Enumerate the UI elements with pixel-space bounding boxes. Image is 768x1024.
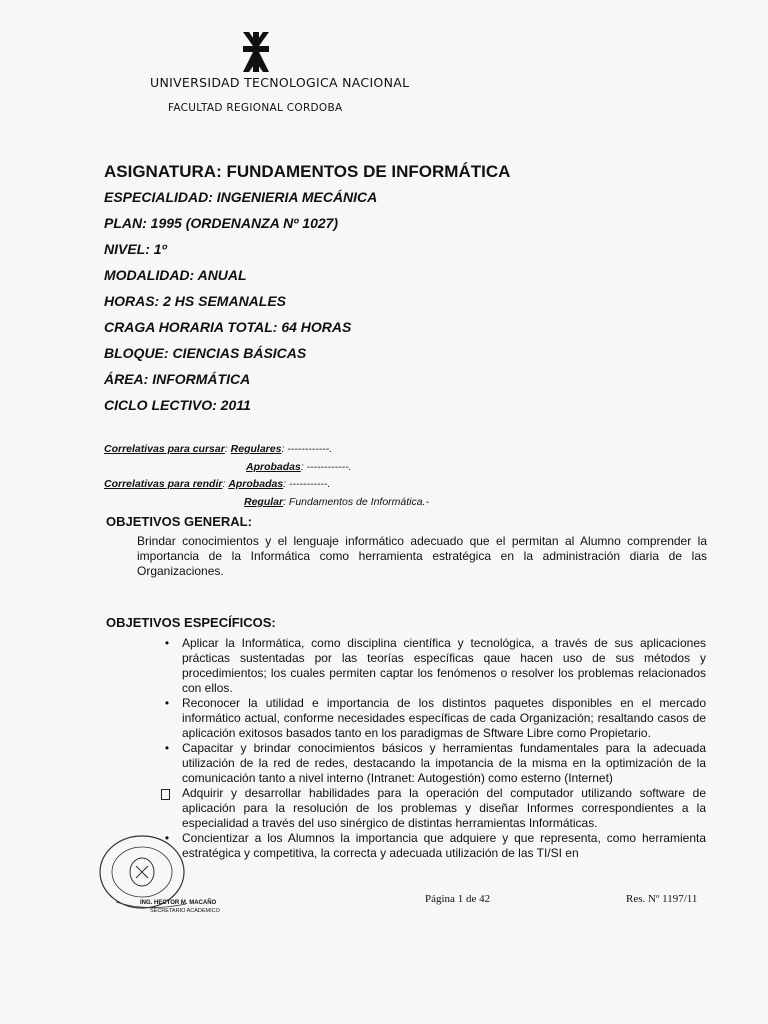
field-modalidad: MODALIDAD: ANUAL <box>104 267 247 283</box>
regulares-value: : ------------. <box>281 443 333 455</box>
page-title: ASIGNATURA: FUNDAMENTOS DE INFORMÁTICA <box>104 162 511 181</box>
rendir-aprobadas-label: Aprobadas <box>228 478 284 490</box>
list-item-text: Capacitar y brindar conocimientos básicos y herramientas fundamentales para la adecuada utilización de la red de redes, destacando la impotancia de la misma en la optimización de la comunicación tanto a nivel interno (Intranet: Autogestión) como esterno (Internet) <box>182 741 706 785</box>
signature-name: ING. HECTOR M. MACAÑO <box>140 900 217 906</box>
list-item-text: Adquirir y desarrollar habilidades para la operación del computador utilizando software de aplicación para la resolución de los problemas y diseñar Informes correspondientes a la especialidad a través del uso sinérgico de distintas herramientas Informáticas. <box>182 786 706 830</box>
correlativas-regular <box>244 496 429 508</box>
page-number: Página 1 de 42 <box>425 893 491 905</box>
list-item <box>158 831 706 861</box>
university-name: UNIVERSIDAD TECNOLOGICA NACIONAL <box>150 75 410 90</box>
correlativas-cursar: Correlativas para cursar: Regulares: ------------. <box>104 443 333 455</box>
list-item <box>158 786 706 831</box>
aprobadas-label: Aprobadas <box>246 461 301 473</box>
field-especialidad: ESPECIALIDAD: INGENIERIA MECÁNICA <box>104 189 378 205</box>
signature-role: SECRETARIO ACADEMICO <box>150 908 220 914</box>
rendir-aprobadas-value: : -----------. <box>283 478 331 490</box>
regulares-label: Regulares <box>230 443 282 455</box>
objetivos-general-heading: OBJETIVOS GENERAL: <box>106 514 252 529</box>
field-area: ÁREA: INFORMÁTICA <box>104 371 251 387</box>
field-carga-horaria: CRAGA HORARIA TOTAL: 64 HORAS <box>104 319 352 335</box>
regular-value: : Fundamentos de Informática.- <box>283 496 429 508</box>
resolution-number: Res. Nº 1197/11 <box>626 893 698 905</box>
utn-logo-icon <box>243 32 269 72</box>
list-item-text: Concientizar a los Alumnos la importancia que adquiere y que representa, como herramienta estratégica y competitiva, la correcta y adecuada utilización de las TI/SI en <box>182 831 706 860</box>
field-bloque: BLOQUE: CIENCIAS BÁSICAS <box>104 345 307 361</box>
correlativas-rendir: Correlativas para rendir: Aprobadas: -----------. <box>104 478 331 490</box>
list-item <box>158 636 706 696</box>
correlativas-cursar-label: Correlativas para cursar <box>104 443 225 455</box>
aprobadas-value: : ------------. <box>300 461 352 473</box>
objetivos-especificos-heading: OBJETIVOS ESPECÍFICOS: <box>106 615 276 630</box>
field-ciclo-lectivo: CICLO LECTIVO: 2011 <box>104 397 251 413</box>
correlativas-aprobadas <box>246 461 352 473</box>
field-nivel: NIVEL: 1º <box>104 241 167 257</box>
correlativas-rendir-label: Correlativas para rendir <box>104 478 223 490</box>
field-plan: PLAN: 1995 (ORDENANZA Nº 1027) <box>104 215 339 231</box>
bullet-icon: • <box>164 741 170 755</box>
list-item <box>158 741 706 786</box>
faculty-name: FACULTAD REGIONAL CORDOBA <box>168 102 343 114</box>
field-horas: HORAS: 2 HS SEMANALES <box>104 293 287 309</box>
objetivos-general-text: Brindar conocimientos y el lenguaje informático adecuado que el permitan al Alumno comprender la importancia de la Informática como herramienta estratégica en la administración diaria de las Organizaciones. <box>137 534 707 578</box>
objetivos-especificos-list <box>158 636 706 861</box>
list-item-text: Aplicar la Informática, como disciplina científica y tecnológica, a través de sus aplicaciones prácticas sustentadas por las teorías específicas qaue hacen uso de sus métodos y procedimientos; los cuales permiten captar los fenómenos o resolver los problemas relacionados con ellos. <box>182 636 706 695</box>
regular-label: Regular <box>244 496 284 508</box>
checkbox-bullet-icon <box>161 789 170 800</box>
bullet-icon: • <box>164 696 170 710</box>
list-item <box>158 696 706 741</box>
bullet-icon: • <box>164 636 170 650</box>
list-item-text: Reconocer la utilidad e importancia de los distintos paquetes disponibles en el mercado informático actual, conforme necesidades específicas de cada Organización; resaltando casos de aplicación exitosos basados tanto en los paradigmas de Sftware Libre como Propietario. <box>182 696 706 740</box>
bullet-icon: • <box>164 831 170 845</box>
